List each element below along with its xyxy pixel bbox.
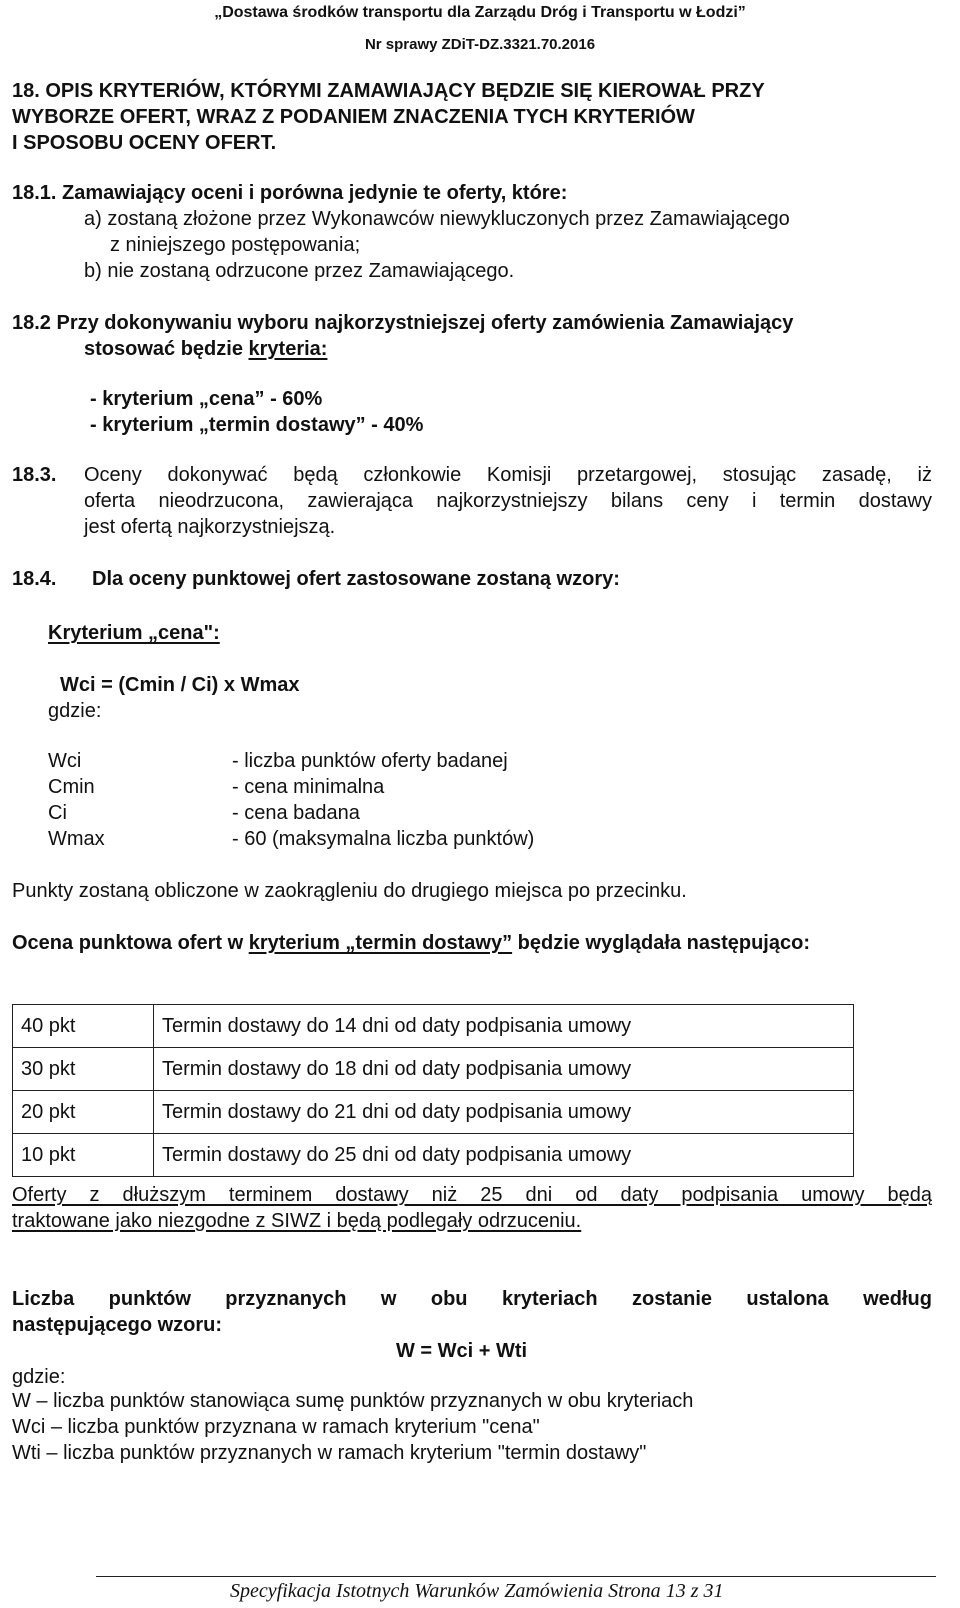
page-footer bbox=[230, 1580, 723, 1603]
term-cell: Termin dostawy do 21 dni od daty podpisania umowy bbox=[154, 1091, 854, 1134]
total-formula: W = Wci + Wti bbox=[396, 1340, 528, 1362]
price-where-label: gdzie: bbox=[48, 700, 102, 722]
paragraph-18-3-line-2: oferta nieodrzucona, zawierająca najkorzystniejszy bilans ceny i termin dostawy bbox=[84, 490, 932, 512]
total-heading-line-1: Liczba punktów przyznanych w obu kryteriach zostanie ustalona według bbox=[12, 1288, 932, 1310]
paragraph-18-2-prefix: stosować będzie bbox=[84, 338, 249, 360]
table-row bbox=[13, 1091, 854, 1134]
points-cell: 20 pkt bbox=[13, 1091, 154, 1134]
price-def-desc: - liczba punktów oferty badanej bbox=[232, 750, 508, 772]
footer-page-number: 13 bbox=[665, 1580, 686, 1602]
paragraph-18-3-line-1: Oceny dokonywać będą członkowie Komisji przetargowej, stosując zasadę, iż bbox=[84, 464, 932, 486]
rejection-note-line-1: Oferty z dłuższym terminem dostawy niż 25 dni od daty podpisania umowy będą bbox=[12, 1184, 932, 1206]
price-def-desc: - cena badana bbox=[232, 802, 360, 824]
paragraph-18-4-text: Dla oceny punktowej ofert zastosowane zostaną wzory: bbox=[92, 568, 620, 590]
paragraph-18-3-number: 18.3. bbox=[12, 464, 57, 486]
delivery-heading-prefix: Ocena punktowa ofert w bbox=[12, 932, 249, 954]
section-heading-line-2: WYBORZE OFERT, WRAZ Z PODANIEM ZNACZENIA TYCH KRYTERIÓW bbox=[12, 106, 695, 128]
price-def-term: Wci bbox=[48, 750, 82, 772]
paragraph-18-2-line-2 bbox=[84, 336, 327, 362]
footer-total-pages: 31 bbox=[703, 1580, 724, 1602]
paragraph-18-2-line-1: 18.2 Przy dokonywaniu wyboru najkorzystniejszej oferty zamówienia Zamawiający bbox=[12, 312, 794, 334]
price-def-desc: - cena minimalna bbox=[232, 776, 385, 798]
points-cell: 10 pkt bbox=[13, 1134, 154, 1177]
delivery-points-table bbox=[12, 1004, 854, 1177]
criterion-price: - kryterium „cena” - 60% bbox=[90, 388, 323, 410]
table-row bbox=[13, 1134, 854, 1177]
delivery-criterion-heading bbox=[12, 930, 810, 956]
table-row bbox=[13, 1048, 854, 1091]
price-criterion-heading: Kryterium „cena": bbox=[48, 622, 220, 644]
section-heading-line-1: 18. OPIS KRYTERIÓW, KTÓRYMI ZAMAWIAJĄCY BĘDZIE SIĘ KIEROWAŁ PRZY bbox=[12, 80, 765, 102]
points-cell: 40 pkt bbox=[13, 1005, 154, 1048]
term-cell: Termin dostawy do 18 dni od daty podpisania umowy bbox=[154, 1048, 854, 1091]
total-def: Wti – liczba punktów przyznanych w ramach kryterium "termin dostawy" bbox=[12, 1442, 647, 1464]
paragraph-18-1-item-a-line-1: a) zostaną złożone przez Wykonawców niewykluczonych przez Zamawiającego bbox=[84, 208, 790, 230]
criteria-label: kryteria: bbox=[248, 338, 328, 360]
points-cell: 30 pkt bbox=[13, 1048, 154, 1091]
delivery-heading-underlined: kryterium „termin dostawy” bbox=[248, 932, 513, 954]
price-def-term: Ci bbox=[48, 802, 67, 824]
footer-mid: z bbox=[685, 1580, 704, 1602]
price-formula: Wci = (Cmin / Ci) x Wmax bbox=[60, 674, 300, 696]
document-title: „Dostawa środków transportu dla Zarządu Dróg i Transportu w Łodzi” bbox=[214, 4, 746, 21]
footer-prefix: Specyfikacja Istotnych Warunków Zamówienia Strona bbox=[230, 1580, 666, 1602]
paragraph-18-1-item-b: b) nie zostaną odrzucone przez Zamawiającego. bbox=[84, 260, 515, 282]
total-def: W – liczba punktów stanowiąca sumę punktów przyznanych w obu kryteriach bbox=[12, 1390, 694, 1412]
price-def-term: Cmin bbox=[48, 776, 95, 798]
criterion-delivery: - kryterium „termin dostawy” - 40% bbox=[90, 414, 424, 436]
delivery-heading-suffix: będzie wyglądała następująco: bbox=[512, 932, 810, 954]
rounding-note: Punkty zostaną obliczone w zaokrągleniu do drugiego miejsca po przecinku. bbox=[12, 880, 687, 902]
total-heading-line-2: następującego wzoru: bbox=[12, 1314, 223, 1336]
rejection-note-line-2: traktowane jako niezgodne z SIWZ i będą podlegały odrzuceniu. bbox=[12, 1210, 582, 1232]
section-heading-line-3: I SPOSOBU OCENY OFERT. bbox=[12, 132, 277, 154]
footer-divider bbox=[96, 1576, 936, 1577]
price-def-desc: - 60 (maksymalna liczba punktów) bbox=[232, 828, 535, 850]
case-number: Nr sprawy ZDiT-DZ.3321.70.2016 bbox=[364, 36, 596, 53]
price-def-term: Wmax bbox=[48, 828, 105, 850]
paragraph-18-4-number: 18.4. bbox=[12, 568, 57, 590]
paragraph-18-3-line-3: jest ofertą najkorzystniejszą. bbox=[84, 516, 336, 538]
term-cell: Termin dostawy do 14 dni od daty podpisania umowy bbox=[154, 1005, 854, 1048]
term-cell: Termin dostawy do 25 dni od daty podpisania umowy bbox=[154, 1134, 854, 1177]
table-row bbox=[13, 1005, 854, 1048]
total-where-label: gdzie: bbox=[12, 1366, 66, 1388]
paragraph-18-1-lead: 18.1. Zamawiający oceni i porówna jedynie te oferty, które: bbox=[12, 182, 568, 204]
total-def: Wci – liczba punktów przyznana w ramach kryterium "cena" bbox=[12, 1416, 540, 1438]
paragraph-18-1-item-a-line-2: z niniejszego postępowania; bbox=[110, 234, 361, 256]
